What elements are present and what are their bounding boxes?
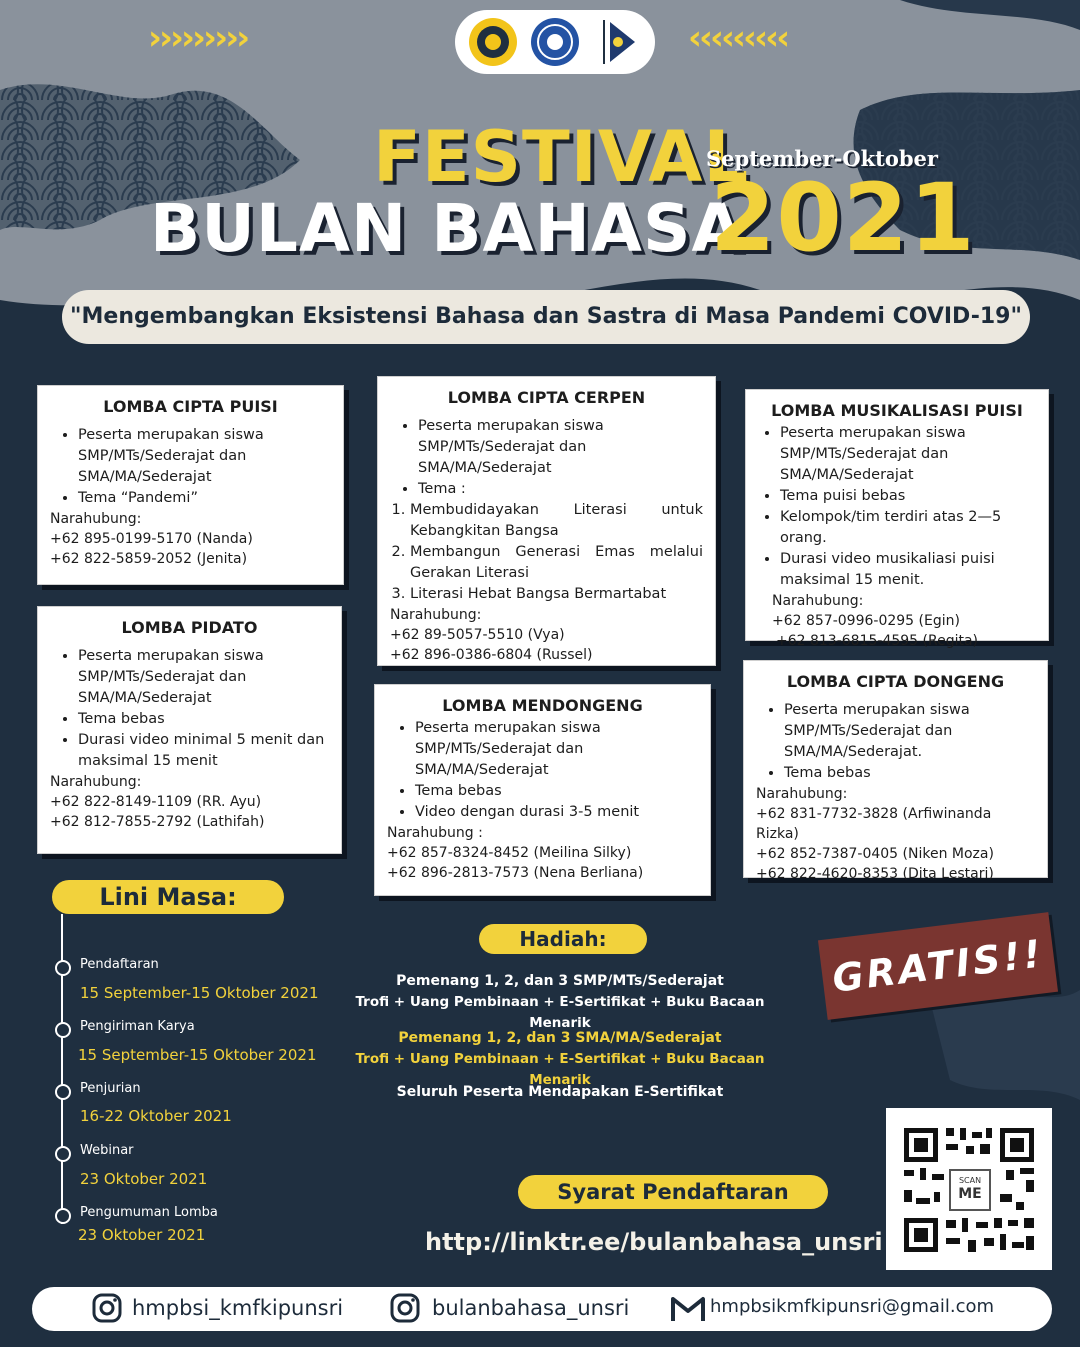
- event-period: September-Oktober: [706, 146, 938, 171]
- card-title: LOMBA CIPTA DONGENG: [786, 672, 1005, 691]
- prizes-title: Hadiah:: [479, 924, 647, 954]
- timeline-label: Pendaftaran: [80, 957, 159, 972]
- card-bullets: [758, 423, 1036, 591]
- qr-me-label: ME: [958, 1186, 982, 1202]
- list-item: • Tema bebas: [784, 763, 1035, 784]
- list-item: • Durasi video musikaliasi puisi maksimal 15 menit.: [780, 549, 1036, 591]
- timeline-date: 15 September-15 Oktober 2021: [78, 1046, 317, 1064]
- timeline-date: 23 Oktober 2021: [78, 1226, 206, 1244]
- contact-phone: +62 857-0996-0295 (Egin): [772, 613, 960, 629]
- contact-phone: +62 813-6815-4595 (Regita): [776, 633, 979, 649]
- title-festival: FESTIVAL: [373, 116, 750, 198]
- card-lomba-cipta-puisi: [37, 385, 344, 585]
- card-bullets: [50, 425, 331, 509]
- timeline-date: 15 September-15 Oktober 2021: [80, 984, 319, 1002]
- event-year: 2021: [710, 164, 976, 273]
- list-item: • Tema :: [418, 479, 703, 500]
- list-item: 3. Literasi Hebat Bangsa Bermartabat: [410, 584, 703, 605]
- timeline-label: Pengiriman Karya: [80, 1019, 195, 1034]
- instagram-icon: [92, 1293, 122, 1323]
- contact-label: Narahubung:: [50, 511, 142, 527]
- timeline-title: Lini Masa:: [52, 880, 284, 914]
- contact-phone: +62 852-7387-0405 (Niken Moza): [756, 846, 994, 862]
- card-lomba-cipta-dongeng: [743, 660, 1048, 882]
- chevrons-right: ‹‹‹‹‹‹‹‹‹: [688, 18, 788, 58]
- list-item: • Tema bebas: [78, 709, 329, 730]
- card-lomba-pidato: [37, 606, 342, 854]
- gratis-text: GRATIS!!: [829, 931, 1047, 1001]
- card-bullets: [390, 416, 703, 500]
- timeline-label: Webinar: [80, 1143, 134, 1158]
- registration-link[interactable]: http://linktr.ee/bulanbahasa_unsri: [425, 1228, 883, 1256]
- card-bullets: [756, 700, 1035, 784]
- list-item: • Durasi video minimal 5 menit dan maksimal 15 menit: [78, 730, 329, 772]
- card-title: LOMBA PIDATO: [121, 618, 258, 637]
- card-bullets: [387, 718, 698, 823]
- contact-label: Narahubung:: [756, 786, 848, 802]
- prize-sma-winners: Pemenang 1, 2, dan 3 SMA/MA/Sederajat: [398, 1030, 722, 1046]
- timeline-dot: [55, 960, 71, 976]
- list-item: • Peserta merupakan siswa SMP/MTs/Sederajat dan SMA/MA/Sederajat: [78, 646, 329, 709]
- timeline-label: Penjurian: [80, 1081, 141, 1096]
- contact-phone: +62 822-8149-1109 (RR. Ayu): [50, 794, 262, 810]
- contact-label: Narahubung :: [387, 825, 483, 841]
- timeline-dot: [55, 1022, 71, 1038]
- registration-title: Syarat Pendaftaran: [518, 1175, 828, 1209]
- instagram-icon: [390, 1293, 420, 1323]
- card-title: LOMBA CIPTA CERPEN: [447, 388, 646, 407]
- logo-bar: [455, 10, 655, 74]
- card-title: LOMBA CIPTA PUISI: [103, 397, 278, 416]
- timeline-dot: [55, 1208, 71, 1224]
- list-item: • Tema bebas: [415, 781, 698, 802]
- contact-label: Narahubung:: [772, 593, 864, 609]
- list-item: • Tema puisi bebas: [780, 486, 1036, 507]
- card-title: LOMBA MUSIKALISASI PUISI: [771, 401, 1023, 420]
- card-lomba-cipta-cerpen: [377, 376, 716, 666]
- unsri-logo-icon: [469, 18, 517, 66]
- timeline-date: 23 Oktober 2021: [80, 1170, 208, 1188]
- list-item: • Peserta merupakan siswa SMP/MTs/Sederajat dan SMA/MA/Sederajat: [78, 425, 331, 488]
- contact-phone: +62 857-8324-8452 (Meilina Silky): [387, 845, 632, 861]
- list-item: • Peserta merupakan siswa SMP/MTs/Sederajat dan SMA/MA/Sederajat.: [784, 700, 1035, 763]
- list-item: 1. Membudidayakan Literasi untuk Kebangkitan Bangsa: [410, 500, 703, 542]
- timeline-dot: [55, 1146, 71, 1162]
- contact-phone: +62 89-5057-5510 (Vya): [390, 627, 565, 643]
- card-lomba-musikalisasi-puisi: [745, 389, 1049, 649]
- theme-banner: "Mengembangkan Eksistensi Bahasa dan Sastra di Masa Pandemi COVID-19": [62, 290, 1030, 344]
- qr-scan-label: SCAN: [958, 1176, 982, 1185]
- university-logos: [455, 10, 655, 74]
- timeline-dot: [55, 1084, 71, 1100]
- contact-phone: +62 812-7855-2792 (Lathifah): [50, 814, 265, 830]
- timeline-date: 16-22 Oktober 2021: [80, 1107, 232, 1125]
- list-item: • Video dengan durasi 3-5 menit: [415, 802, 698, 823]
- card-lomba-mendongeng: [374, 684, 711, 896]
- contact-phone: +62 831-7732-3828 (Arfiwinanda Rizka): [756, 806, 992, 842]
- list-item: • Tema “Pandemi”: [78, 488, 331, 509]
- contact-phone: +62 822-5859-2052 (Jenita): [50, 551, 248, 567]
- timeline-label: Pengumuman Lomba: [80, 1205, 218, 1220]
- email-address[interactable]: hmpbsikmfkipunsri@gmail.com: [710, 1296, 995, 1317]
- qr-code[interactable]: [886, 1108, 1052, 1270]
- list-item: 2. Membangun Generasi Emas melalui Gerakan Literasi: [410, 542, 703, 584]
- contact-label: Narahubung:: [390, 607, 482, 623]
- instagram-handle-hmpbsi[interactable]: hmpbsi_kmfkipunsri: [132, 1296, 344, 1320]
- contact-label: Narahubung:: [50, 774, 142, 790]
- chevrons-left: ›››››››››: [148, 18, 248, 58]
- list-item: • Peserta merupakan siswa SMP/MTs/Sederajat dan SMA/MA/Sederajat: [780, 423, 1036, 486]
- contact-phone: +62 822-4620-8353 (Dita Lestari): [756, 866, 994, 882]
- gmail-icon: [670, 1295, 706, 1323]
- card-bullets: [50, 646, 329, 772]
- contact-phone: +62 896-0386-6804 (Russel): [390, 647, 593, 663]
- contact-phone: +62 896-2813-7573 (Nena Berliana): [387, 865, 644, 881]
- title-bulan-bahasa: BULAN BAHASA: [150, 190, 744, 267]
- list-item: • Peserta merupakan siswa SMP/MTs/Sederajat dan SMA/MA/Sederajat: [418, 416, 703, 479]
- list-item: • Kelompok/tim terdiri atas 2—5 orang.: [780, 507, 1036, 549]
- bulan-bahasa-logo-icon: [603, 20, 635, 64]
- prize-all-participants: Seluruh Peserta Mendapakan E-Sertifikat: [396, 1084, 724, 1100]
- theme-list: [390, 500, 703, 605]
- card-title: LOMBA MENDONGENG: [442, 696, 643, 715]
- contact-phone: +62 895-0199-5170 (Nanda): [50, 531, 253, 547]
- list-item: • Peserta merupakan siswa SMP/MTs/Sederajat dan SMA/MA/Sederajat: [415, 718, 698, 781]
- prize-smp-rewards: Trofi + Uang Pembinaan + E-Sertifikat + Buku Bacaan Menarik: [355, 994, 765, 1031]
- instagram-handle-bulanbahasa[interactable]: bulanbahasa_unsri: [432, 1296, 630, 1320]
- prize-smp-winners: Pemenang 1, 2, dan 3 SMP/MTs/Sederajat: [396, 973, 724, 989]
- hmpbsi-logo-icon: [531, 18, 579, 66]
- prize-sma-rewards: Trofi + Uang Pembinaan + E-Sertifikat + Buku Bacaan Menarik: [355, 1051, 765, 1088]
